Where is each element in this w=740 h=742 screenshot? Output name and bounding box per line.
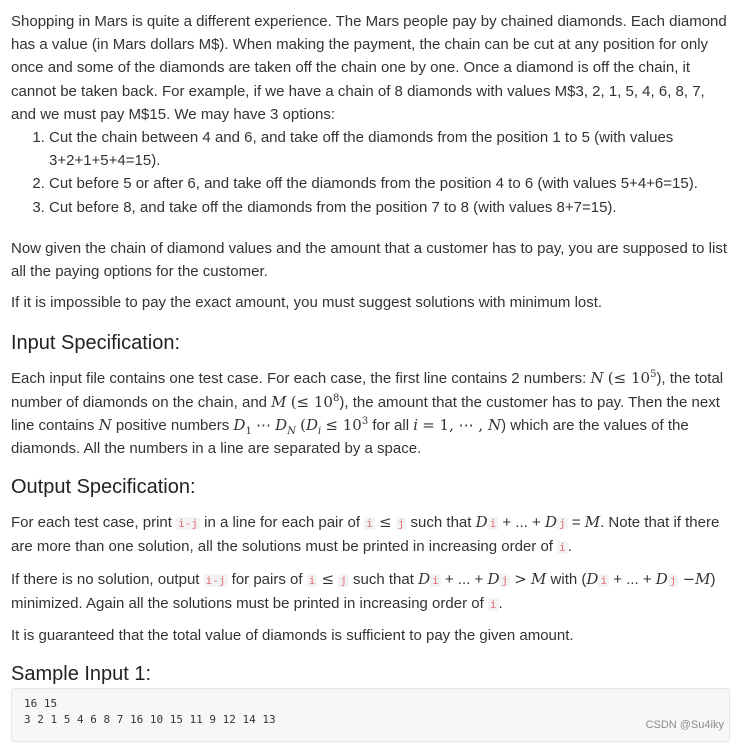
option-item: 1. Cut the chain between 4 and 6, and take off the diamonds from the position 1 to 5 (with values 3+2+1+5+4=15). xyxy=(49,126,731,172)
output-spec-para3: It is guaranteed that the total value of diamonds is sufficient to pay the given amount. xyxy=(11,627,574,645)
watermark: CSDN @Su4iky xyxy=(645,719,724,731)
sample-input-code: 16 15 3 2 1 5 4 6 8 7 16 10 15 11 9 12 14 13 xyxy=(24,697,276,726)
code-i-j: i-j xyxy=(178,517,198,531)
output-spec-heading: Output Specification: xyxy=(11,476,196,499)
problem-statement xyxy=(11,10,731,687)
option-item: 3. Cut before 8, and take off the diamonds from the position 7 to 8 (with values 8+7=15). xyxy=(49,196,731,219)
sample-input-heading: Sample Input 1: xyxy=(11,663,152,686)
intro-paragraph: Shopping in Mars is quite a different experience. The Mars people pay by chained diamonds. Each diamond has a value (in Mars dollars M$). When making the payment, the chain can be cut at any position for only once and some of the diamonds are taken off the chain one by one. Once a diamond is off the chain, it cannot be taken back. For example, if we have a chain of 8 diamonds with values M$3, 2, 1, 5, 4, 6, 8, 7, and we must pay M$15. We may have 3 options: xyxy=(11,13,727,123)
input-spec-heading: Input Specification: xyxy=(11,332,180,355)
output-spec-para2: If there is no solution, output i-j for pairs of i ≤ j such that D i + ... + D j > M with (D i + ... + D j −M) minimized. Again all the solutions must be printed in increasing order of i . xyxy=(11,569,716,612)
paragraph-options-request: Now given the chain of diamond values and the amount that a customer has to pay, you are supposed to list all the paying options for the customer. xyxy=(11,239,727,281)
paragraph-minimum-lost: If it is impossible to pay the exact amount, you must suggest solutions with minimum lost. xyxy=(11,294,603,312)
sample-input-box[interactable] xyxy=(11,688,730,742)
options-list xyxy=(11,126,731,219)
output-spec-para1: For each test case, print i-j in a line for each pair of i ≤ j such that D i + ... + D j = M. Note that if there are more than one solution, all the solutions must be printed in increasing order of i . xyxy=(11,513,720,556)
option-item: 2. Cut before 5 or after 6, and take off the diamonds from the position 4 to 6 (with values 5+4+6=15). xyxy=(49,172,731,195)
input-spec-text: Each input file contains one test case. For each case, the first line contains 2 numbers: N (≤ $10^5$), the total number of diamonds on the chain, and M (≤ $10^8$), the amount that the customer has to pay. Then the next line contains N positive numbers $D_1$ ⋯ $D_N$ ($D_i \le 10^3$ for all i = 1, ⋯ , N) which are the values of the diamonds. All the numbers in a line are separated by a space. xyxy=(11,369,724,458)
